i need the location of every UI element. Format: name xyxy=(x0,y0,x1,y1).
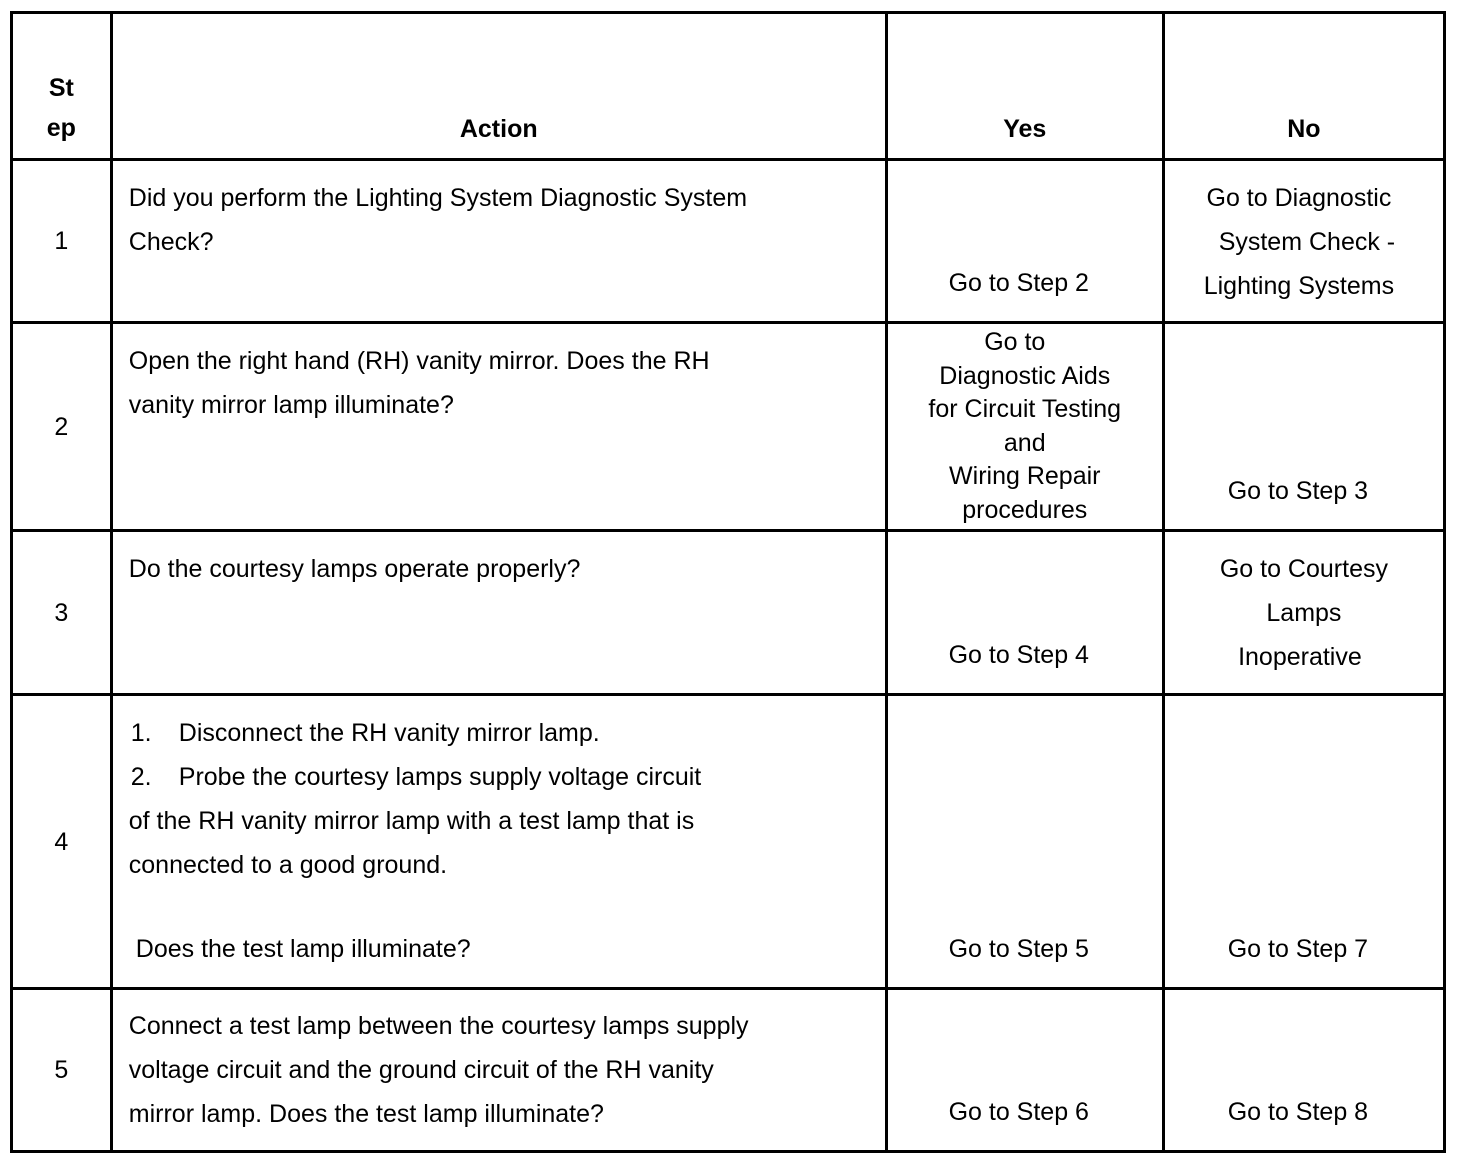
table-row xyxy=(12,531,1445,695)
no-line: Lamps xyxy=(1266,599,1342,627)
action-line: Do the courtesy lamps operate properly? xyxy=(128,555,581,583)
no-cell xyxy=(1163,323,1444,531)
no-cell xyxy=(1163,160,1444,323)
step-number: 5 xyxy=(54,1056,69,1084)
action-line: of the RH vanity mirror lamp with a test lamp that is xyxy=(128,807,695,835)
yes-link[interactable]: Go to Step 6 xyxy=(948,1098,1089,1126)
step-cell xyxy=(12,531,112,695)
action-cell xyxy=(111,989,886,1152)
action-line: Did you perform the Lighting System Diagnostic System xyxy=(128,184,748,212)
step-number: 3 xyxy=(54,598,69,627)
action-line: connected to a good ground. xyxy=(128,851,448,879)
table-row xyxy=(12,695,1445,989)
yes-line: and xyxy=(1003,428,1046,457)
action-line: mirror lamp. Does the test lamp illuminate? xyxy=(128,1100,604,1128)
yes-link[interactable] xyxy=(888,326,1162,527)
header-yes-label: Yes xyxy=(1003,115,1047,143)
no-line: Go to Diagnostic xyxy=(1206,184,1392,212)
step-number: 2 xyxy=(54,412,69,441)
yes-cell xyxy=(886,695,1163,989)
action-line: vanity mirror lamp illuminate? xyxy=(128,391,454,419)
action-question: Does the test lamp illuminate? xyxy=(135,935,471,963)
yes-line: Diagnostic Aids xyxy=(939,361,1111,390)
no-link[interactable] xyxy=(1165,176,1443,308)
no-cell xyxy=(1163,531,1444,695)
yes-link[interactable]: Go to Step 4 xyxy=(948,641,1089,669)
yes-cell xyxy=(886,531,1163,695)
yes-line: for Circuit Testing xyxy=(928,395,1122,423)
header-action xyxy=(111,13,886,160)
step-cell xyxy=(12,989,112,1152)
header-action-label: Action xyxy=(459,115,538,143)
header-no xyxy=(1163,13,1444,160)
step-number: 4 xyxy=(54,827,69,856)
header-no-label: No xyxy=(1287,115,1321,143)
step-cell xyxy=(12,695,112,989)
yes-link[interactable]: Go to Step 5 xyxy=(948,935,1089,963)
action-line: Check? xyxy=(128,228,214,256)
list-item-text: Disconnect the RH vanity mirror lamp. xyxy=(178,719,600,747)
yes-line: Go to xyxy=(984,328,1046,356)
yes-cell xyxy=(886,989,1163,1152)
list-item xyxy=(129,755,865,799)
step-cell xyxy=(12,160,112,323)
list-item-number: 2. xyxy=(130,763,152,791)
yes-cell xyxy=(886,323,1163,531)
action-cell xyxy=(111,531,886,695)
yes-cell xyxy=(886,160,1163,323)
yes-link[interactable]: Go to Step 2 xyxy=(948,269,1089,297)
no-line: Lighting Systems xyxy=(1203,272,1395,300)
list-item-text: Probe the courtesy lamps supply voltage circuit xyxy=(178,763,702,791)
header-step-line2: ep xyxy=(46,114,76,142)
no-link[interactable] xyxy=(1165,547,1443,679)
header-yes xyxy=(886,13,1163,160)
action-line: Connect a test lamp between the courtesy lamps supply xyxy=(128,1012,749,1040)
action-cell xyxy=(111,695,886,989)
action-line: Open the right hand (RH) vanity mirror. Does the RH xyxy=(128,347,710,375)
no-cell xyxy=(1163,989,1444,1152)
no-cell xyxy=(1163,695,1444,989)
header-row xyxy=(12,13,1445,160)
no-line: Go to Courtesy xyxy=(1219,555,1388,583)
table-row xyxy=(12,989,1445,1152)
table-row xyxy=(12,323,1445,531)
no-link[interactable]: Go to Step 7 xyxy=(1227,935,1369,963)
yes-line: procedures xyxy=(962,495,1088,524)
action-cell xyxy=(111,160,886,323)
list-item-number: 1. xyxy=(130,719,152,747)
header-step-line1: St xyxy=(48,74,74,102)
yes-line: Wiring Repair xyxy=(949,462,1101,490)
action-steps-list xyxy=(129,711,865,799)
no-line: System Check - xyxy=(1218,228,1396,256)
diagnostic-table xyxy=(10,11,1446,1153)
list-item xyxy=(129,711,865,755)
header-step xyxy=(12,13,112,160)
no-line: Inoperative xyxy=(1238,643,1362,671)
action-line: voltage circuit and the ground circuit of the RH vanity xyxy=(128,1056,714,1084)
no-link[interactable]: Go to Step 3 xyxy=(1227,477,1369,505)
step-number: 1 xyxy=(54,227,69,255)
table-row xyxy=(12,160,1445,323)
action-cell xyxy=(111,323,886,531)
no-link[interactable]: Go to Step 8 xyxy=(1227,1098,1369,1126)
step-cell xyxy=(12,323,112,531)
